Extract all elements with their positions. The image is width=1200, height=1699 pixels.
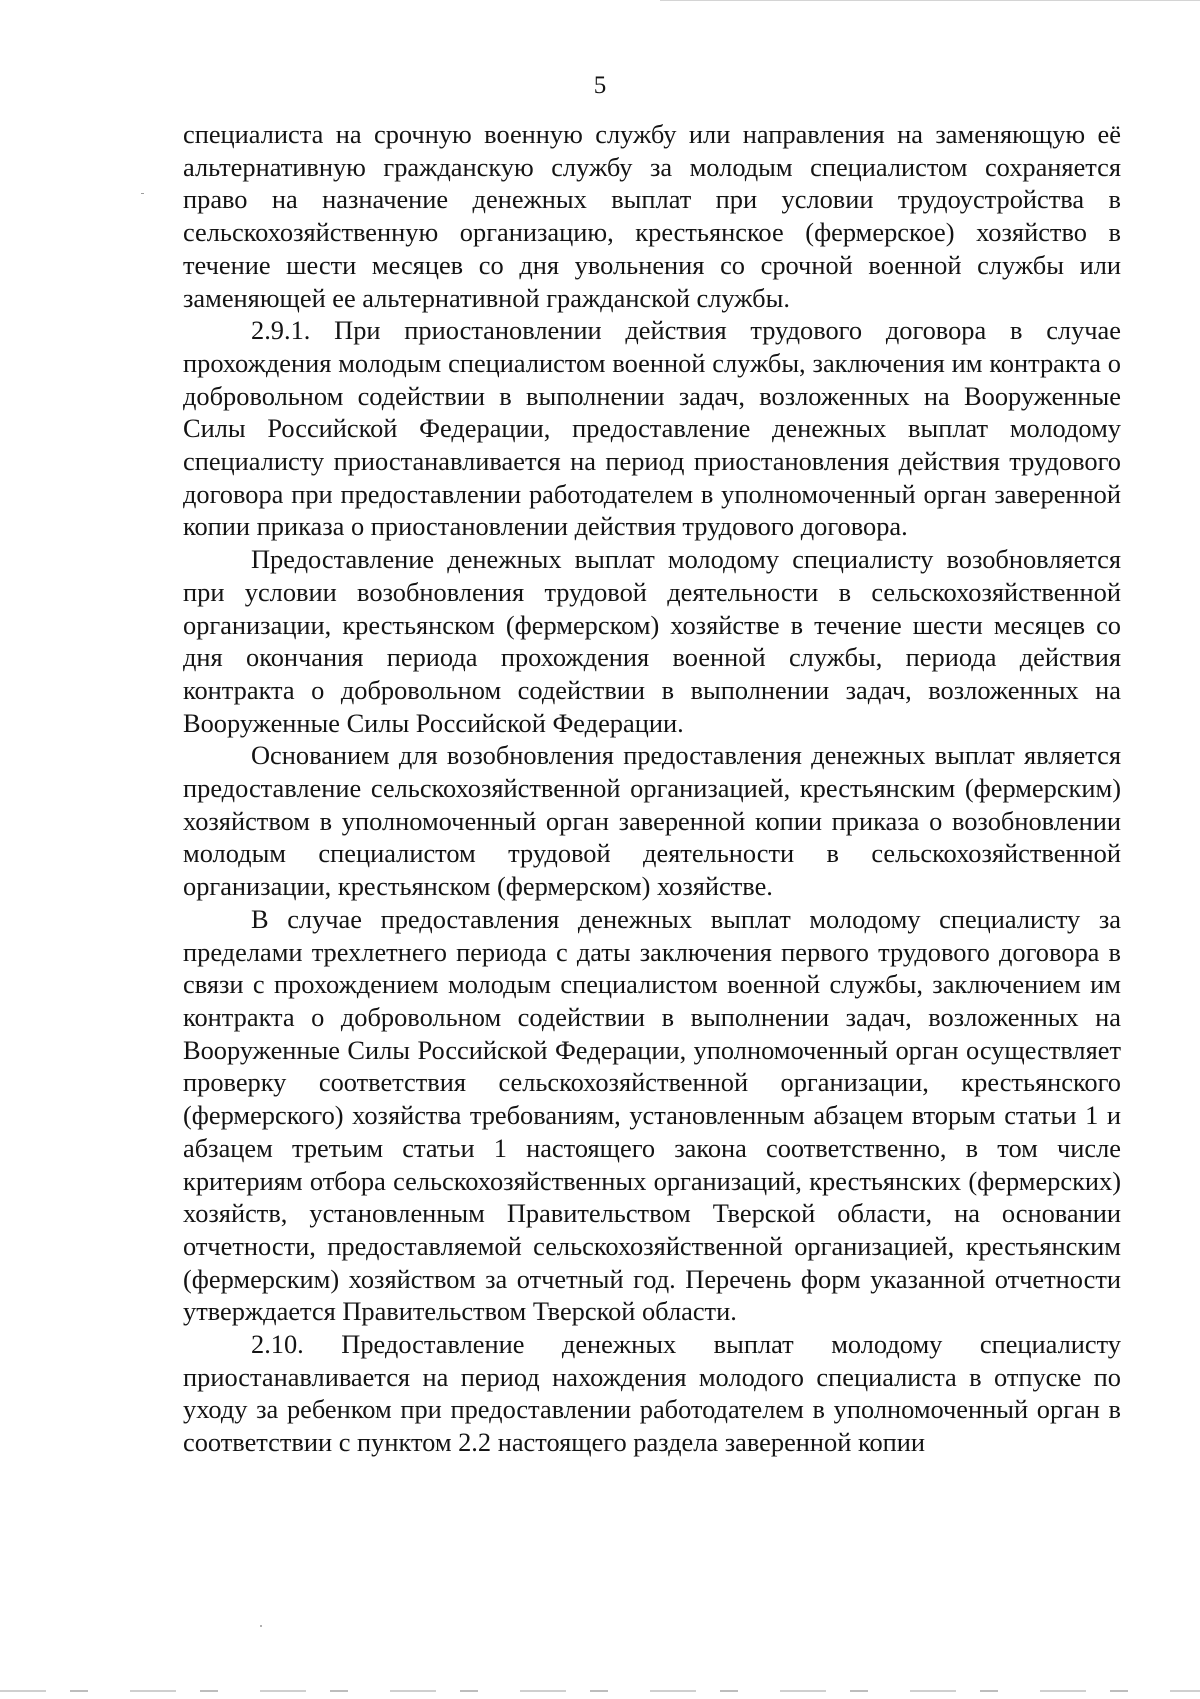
page-number: 5	[593, 72, 607, 99]
paragraph-resumption-basis: Основанием для возобновления предоставления денежных выплат является предоставление сельскохозяйственной организацией, крестьянским (фермерским) хозяйством в уполномоченный орган заверенной копии приказа о возобновлении молодым специалистом трудовой деятельности в сельскохозяйственной организации, крестьянском (фермерском) хозяйстве.	[183, 740, 1121, 902]
scan-speck	[141, 193, 144, 194]
paragraph-2-9-1: 2.9.1. При приостановлении действия трудового договора в случае прохождения молодым специалистом военной службы, заключения им контракта о добровольном содействии в выполнении задач, возложенных на Вооруженные Силы Российской Федерации, предоставление денежных выплат молодому специалисту приостанавливается на период приостановления действия трудового договора при предоставлении работодателем в уполномоченный орган заверенной копии приказа о приостановлении действия трудового договора.	[183, 315, 1121, 542]
scan-speck	[260, 1625, 262, 1627]
scan-top-edge	[660, 0, 1200, 1]
document-body	[183, 118, 1121, 1459]
paragraph-resumption: Предоставление денежных выплат молодому специалисту возобновляется при условии возобновления трудовой деятельности в сельскохозяйственной организации, крестьянском (фермерском) хозяйстве в течение шести месяцев со дня окончания периода прохождения военной службы, периода действия контракта о добровольном содействии в выполнении задач, возложенных на Вооруженные Силы Российской Федерации.	[183, 544, 1121, 738]
paragraph-beyond-three-years: В случае предоставления денежных выплат молодому специалисту за пределами трехлетнего периода с даты заключения первого трудового договора в связи с прохождением молодым специалистом военной службы, заключением им контракта о добровольном содействии в выполнении задач, возложенных на Вооруженные Силы Российской Федерации, уполномоченный орган осуществляет проверку соответствия сельскохозяйственной организации, крестьянского (фермерского) хозяйства требованиям, установленным абзацем вторым статьи 1 и абзацем третьим статьи 1 настоящего закона соответственно, в том числе критериям отбора сельскохозяйственных организаций, крестьянских (фермерских) хозяйств, установленным Правительством Тверской области, на основании отчетности, предоставляемой сельскохозяйственной организацией, крестьянским (фермерским) хозяйством за отчетный год. Перечень форм указанной отчетности утверждается Правительством Тверской области.	[183, 903, 1121, 1327]
paragraph-2-10: 2.10. Предоставление денежных выплат молодому специалисту приостанавливается на период нахождения молодого специалиста в отпуске по уходу за ребенком при предоставлении работодателем в уполномоченный орган в соответствии с пунктом 2.2 настоящего раздела заверенной копии	[183, 1329, 1121, 1458]
scan-bottom-edge	[0, 1690, 1200, 1692]
paragraph-continuation: специалиста на срочную военную службу или направления на заменяющую её альтернативную гражданскую службу за молодым специалистом сохраняется право на назначение денежных выплат при условии трудоустройства в сельскохозяйственную организацию, крестьянское (фермерское) хозяйство в течение шести месяцев со дня увольнения со срочной военной службы или заменяющей ее альтернативной гражданской службы.	[183, 119, 1121, 313]
